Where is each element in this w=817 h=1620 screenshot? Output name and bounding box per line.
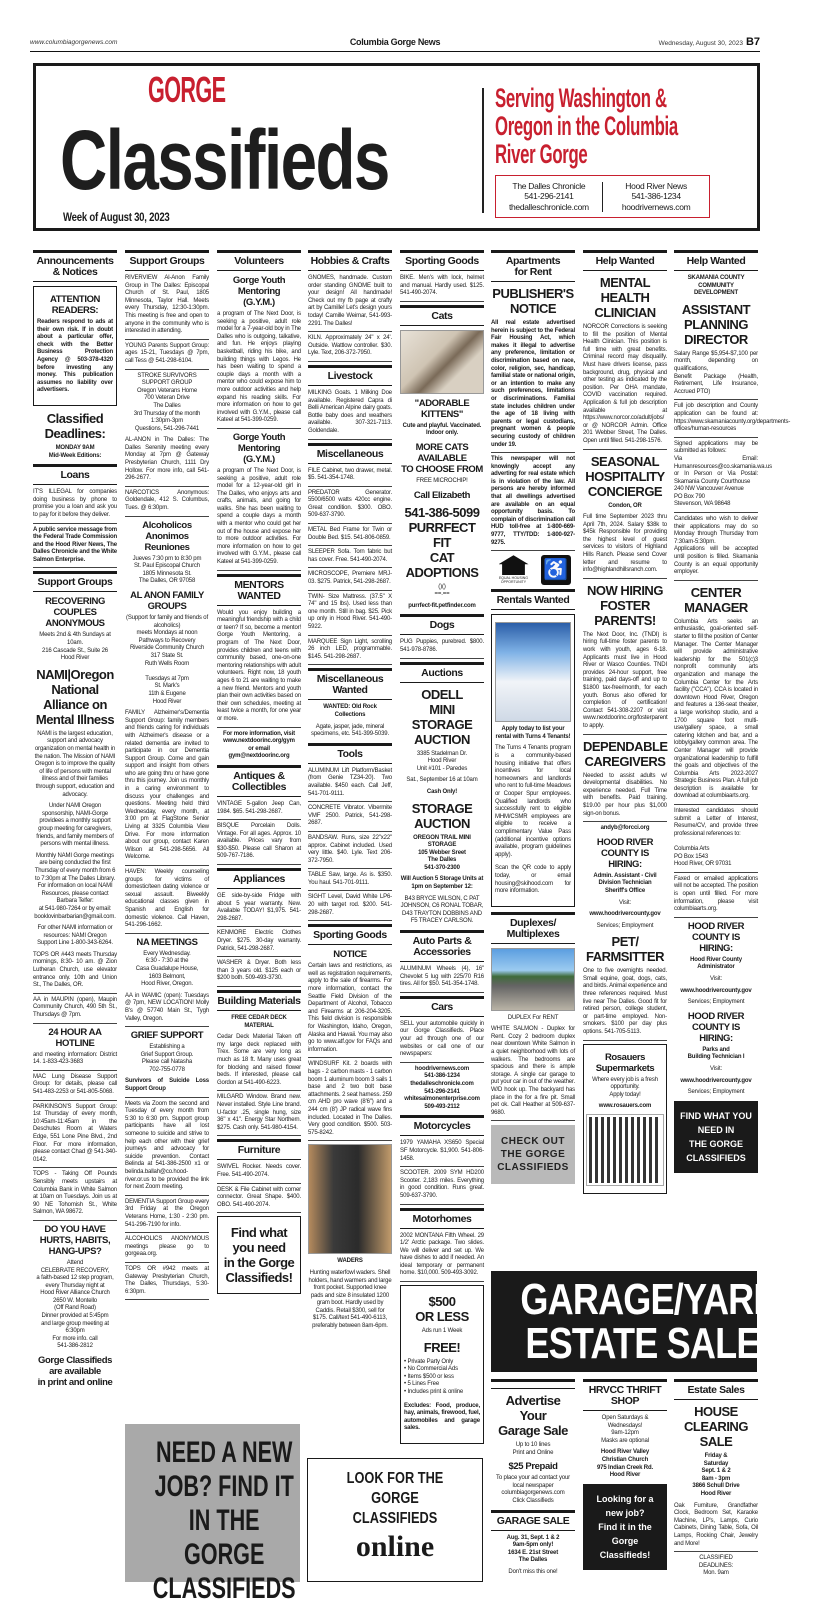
ad-headline: NAMI|Oregon National Alliance on Mental Illness — [35, 666, 115, 727]
ad-headline: $500 OR LESS — [415, 1294, 469, 1325]
ad-text: VINTAGE 5-gallon Jeep Can, 1984. $65. 541-298-2687. — [217, 801, 301, 820]
ad-headline: PUBLISHER'S NOTICE — [492, 286, 574, 316]
ad-text-centered: Agate, jasper, jade, mineral specimens, etc. 541-399-5039. — [310, 723, 390, 738]
ad-title: AL ANON FAMILY GROUPS — [130, 590, 204, 612]
ad-headline: Advertise Your Garage Sale — [498, 1393, 568, 1438]
ad-text-highlight: OREGON TRAIL MINI STORAGE 105 Webber Sreet The Dalles 541-370-2300 — [413, 834, 471, 871]
masthead-gorge: GORGE — [148, 69, 226, 110]
ad-text-centered: Open Saturdays & Wednesdays! 9am-12pm Masks are optional — [601, 1415, 649, 1444]
ad-title: MORE CATS AVAILABLE TO CHOOSE FROM — [401, 441, 483, 475]
ad-text: NORCOR Corrections is seeking to fill the position of Mental Health Clinician. This position is full time with great benefits. Criminal record may disqualify. Must have drivers license, pass background, drug, physical and other testing as indicated by the position. Per OHA mandate, COVID vaccination required. Application & full job description available at https://www.norcor.co/adult/jobs/ or @ NORCOR Admin. Office 201 Webber Street, The Dalles. Open until filled. 541-298-1576. — [583, 324, 667, 450]
equal-housing-icon — [496, 555, 532, 585]
need-a-job-promo — [125, 1424, 300, 1605]
ad-text-bold: Survivors of Suicide Loss Support Group — [125, 1078, 209, 1097]
ad-text: Salary Range $5,954-$7,100 per month, depending on qualifications, Benefit Package (Health, Retirement, Life Insurance, Accrued PTO) — [674, 351, 758, 401]
newspaper-name: Columbia Gorge News — [349, 37, 441, 47]
ad-text: MILGARD Window. Brand new. Never installed. Style Line brand. U-factor .25, single hung, size 36" x 41". Energy Star Northern. $275. Cash only. 541-980-4154. — [217, 1094, 301, 1136]
ad-text-centered: FREE MICROCHIP! — [416, 477, 468, 484]
ad-text-centered: Where every job is a fresh opportunity. Apply today! — [592, 1076, 658, 1098]
column-volunteers — [217, 247, 301, 1419]
section-header: HRVCC THRIFT SHOP — [583, 1379, 667, 1411]
ad-text: Needed to assist adults w/ developmental disabilities. No experience needed. Full Time with benefits. Paid training. $19.00 per hour plus $1,000 sign-on bonus. — [583, 773, 667, 823]
promo-text: LOOK FOR THE GORGE CLASSIFIEDS — [346, 1470, 444, 1527]
ad-text: Interested candidates should submit a Letter of Interest, Resume/CV, and provide three professional references to: Columbia Arts PO Box 1543 Hood River, OR 97031 — [674, 808, 758, 873]
ad-text: HAVEN: Weekly counseling groups for victims of domestic/teen dating violence or sexual assault. Biweekly educational classes given in Spanish and English for domestic violence. Call Haven, 541-296-1662. — [125, 869, 209, 934]
ad-text-centered: For other NAMI information or resources: NAMI Oregon Support Line 1-800-343-6264. — [37, 925, 113, 947]
promo-box: Looking for a new job? Find it in the Gorge Classifieds! — [583, 1484, 667, 1570]
ad-headline: HOUSE CLEARING SALE — [684, 1404, 748, 1449]
ad-text: WHITE SALMON - Duplex for Rent. Cozy 2 bedroom duplex near downtown White Salmon in a quiet neighborhood with lots of walkers. The bedrooms are spacious and there is ample storage. A single car garage to put your car in out of the weather. W/D hook up. The backyard has place in the for a fire pit. Small pet ok. Call Heather at 509-637-9680. — [491, 1026, 575, 1121]
dalles-chronicle-contact: The Dalles Chronicle 541-296-2141 thedalleschronicle.com — [508, 180, 589, 212]
ad-text-highlight: Hood River County Administrator — [690, 956, 742, 971]
ad-headline: CENTER MANAGER — [684, 584, 748, 615]
ad-text-highlight: www.hoodrivercounty.gov — [680, 1077, 752, 1084]
column-support-groups — [125, 247, 209, 1419]
ad-text-highlight: WANTED: Old Rock Collections — [323, 704, 377, 718]
ad-text-highlight: Parks and Building Technician I — [687, 1046, 745, 1061]
section-header: Miscellaneous Wanted — [308, 668, 392, 700]
ad-headline: Find what you need in the Gorge Classifieds! — [223, 1225, 295, 1286]
ad-text-centered: CLASSIFIED DEADLINES: Mon. 9am — [698, 1555, 734, 1577]
qr-photo — [587, 1115, 663, 1185]
ad-text-centered: NAMI is the largest education, support and advocacy organization on mental health in the nation. The Mission of NAMI Oregon is to improve the quality of life of persons with mental illness and of their families through support, education and advocacy. — [34, 730, 116, 798]
ad-text: IT'S ILLEGAL for companies doing business by phone to promise you a loan and ask you to pay for it before they deliver. — [33, 489, 117, 523]
ad-text: 1979 YAMAHA XS650 Special SF Motorcycle. $1,900. 541-806-1458. — [400, 1140, 484, 1167]
ad-text: Certain laws and restrictions, as well as registration requirements, apply to the sale of firearms. For more information, contact the Seattle Field Division of the Department of Alcohol, Tobacco and Firearms at 206-204-3205. This field division is responsible for Washington, Idaho, Oregon, Alaska and Hawaii. You may also go to www.atf.gov for FAQs and information. — [308, 963, 392, 1058]
ad-headline: MENTAL HEALTH CLINICIAN — [594, 275, 656, 320]
section-header: Auctions — [400, 662, 484, 683]
ad-text-centered: Monthly NAMI Gorge meetings are being conducted the first Thursday of every month from 6 to 7:30pm at The Dalles Library. For information on local NAMI Resources, please contact Barbara Telfer: at 541-980-7264 or by email: booklovinbarbarian@gmail.com. — [34, 852, 116, 920]
garage-yard-estate-banner — [491, 1271, 788, 1372]
section-header: Estate Sales — [674, 1379, 758, 1400]
divider — [482, 88, 484, 213]
ad-text: CONCRETE Vibrator. Vibermite VMF 2500. Patrick, 541-298-2687. — [308, 805, 392, 832]
ad-text: NARCOTICS Anonymous: Goldendale, 412 S. Columbus, Tues. @ 6:30pm. — [125, 490, 209, 517]
ad-text-highlight: FREE CEDAR DECK MATERIAL — [231, 1015, 287, 1029]
ad-text: MICROSCOPE, Premiere MRJ-03. $275. Patrick, 541-298-2687. — [308, 571, 392, 590]
ad-text: BANDSAW. Runs, size 22"x22" approx. Cabinet included. Used very little. $40. Lyle. Text 206-372-7950. — [308, 835, 392, 869]
ad-headline: DEPENDABLE CAREGIVERS — [583, 738, 668, 769]
ad-headline: STORAGE AUCTION — [411, 800, 473, 831]
section-header: Hobbies & Crafts — [308, 250, 392, 271]
column-hobbies-misc — [308, 247, 392, 1452]
section-header: Duplexes/ Multiplexes — [491, 912, 575, 944]
ad-text: Meets via Zoom the second and Tuesday of every month from 5:30 to 6:30 pm. Support group participants have all lost someone to suicide and strive to help each other with their grief journeys and advocacy for suicide prevention. Contact Belinda at 541-386-2500 x1 or belinda.ballah@co.hood-river.or.us to be provided the link for next Zoom meeting. — [125, 1101, 209, 1196]
ad-text: FAMILY Alzheimer's/Dementia Support Group: family members and friends caring for individuals with Alzheimer's disease or a related dementia are invited to participate in our Dementia Support Group. Come and gain support and insight from others who are going thru or have gone thru this journey. Join us monthly in a caring environment to discuss your challenges and questions. Meeting held third Wednesday, every month, at 3:00 pm at FlagStone Senior Living at 3325 Columbia View Drive. For more information about our group, contact Karen Wilson at 541-298-5656. All Welcome. — [125, 710, 209, 866]
column-announcements — [33, 247, 117, 1582]
waders-photo — [308, 1144, 392, 1254]
ad-text: and meeting information: District 14. 1-833-423-3683 — [33, 1052, 117, 1071]
ad-text: Faxed or emailed applications will not be accepted. The position is open until filled. For more information, please visit columbiaarts.org. — [674, 876, 758, 918]
promo-box: FIND WHAT YOU NEED IN THE GORGE CLASSIFIEDS — [674, 1101, 758, 1173]
equal-housing-label: EQUAL HOUSING OPPORTUNITY — [498, 576, 529, 585]
ad-text: SWIVEL Rocker. Needs cover. Free. 541-490-2074. — [217, 1164, 301, 1183]
ad-title: Alcoholicos Anonimos Reuniones — [142, 519, 192, 553]
ad-title: NOTICE — [333, 949, 367, 961]
ad-text: Candidates who wish to deliver their applications may do so Monday through Thursday from 7:30am-5:30pm. Applications will be accepted until position is filled. Skamania County is an equal opportunity employer. — [674, 516, 758, 581]
ad-text-centered: Visit: — [710, 1065, 722, 1072]
ad-text-highlight: Aug. 31, Sept. 1 & 2 9am-5pm only! 1634 E. 21st Street The Dalles — [506, 1534, 560, 1564]
ad-text-bold: Excludes: Food, produce, hay, animals, firewood, fuel, automobiles and garage sales. — [404, 1402, 480, 1432]
ad-text-centered: (Support for family and friends of alcoholics) meets Mondays at noon Pathways to Recovery Riverside Community Church 317 State St. Ruth Wells Room Tuesdays at 7pm St. Mark's 11th & Eugene Hood River — [126, 615, 208, 705]
page-number: B7 — [745, 36, 760, 48]
ad-text: TOPS OR #443 meets Thursday mornings, 8:30- 10 am. @ Zion Lutheran Church, use elevator entrance only. 10th and Union St., The Dalles, OR. — [33, 952, 117, 994]
ad-text: WINDSURF Kit. 2 boards with bags - 2 carbon masts - 1 carbon boom 1 aluminum boom 3 sails 1 base and 2 two bolt base attachments. 2 seat harness. 259 cm AHD pro wave (8'6") and a 244 cm (8') JP radical wave fins included. Located in The Dalles. Very good condition. $500. 503-575-8242. — [308, 1061, 392, 1141]
promo-box: CHECK OUT THE GORGE CLASSIFIEDS — [491, 1125, 575, 1184]
site-url: www.columbiagorgenews.com — [30, 39, 118, 46]
ad-text: SLEEPER Sofa. Torn fabric but has cover. Free. 541-490-2074. — [308, 549, 392, 568]
page-header — [30, 36, 760, 52]
ad-title: HOOD RIVER COUNTY IS HIRING: — [687, 920, 745, 954]
section-header: Furniture — [217, 1139, 301, 1160]
ad-text-centered: Sat., September 16 at 10am — [406, 777, 478, 784]
ad-title: 24 HOUR AA HOTLINE — [48, 1026, 102, 1049]
ad-text-centered: To place your ad contact your local newspaper columbiagorgenews.com Click Classifieds — [495, 1475, 571, 1504]
column-help-wanted-2 — [674, 247, 791, 1263]
ad-text: a program of The Next Door, is seeking a positive, adult role model for a 12-year-old girl in The Dalles, who enjoys arts and crafts, animals, and going for walks. She has been waiting to spend a couple days a month with a mentor who could get her out of the house and expose her to more outdoor activities. For more information on how to get involved with G.Y.M., please call Kateel at 541-399-0259. — [217, 468, 301, 571]
section-header: Motorhomes — [400, 1208, 484, 1229]
ad-text-highlight: SKAMANIA COUNTY COMMUNITY DEVELOPMENT — [687, 275, 745, 297]
estate-sales-column — [674, 1376, 758, 1586]
section-header: Dogs — [400, 614, 484, 635]
ad-headline: NOW HIRING FOSTER PARENTS! — [587, 582, 663, 628]
ad-headline: ODELL MINI STORAGE AUCTION — [411, 686, 473, 747]
section-header: Motorcycles — [400, 1115, 484, 1136]
ad-text: MARQUEE Sign Light, scrolling 26 inch LED, programmable. $145. 541-298-2687. — [308, 639, 392, 666]
ad-text: TWIN- Size Mattress. (37.5" X 74" and 15 lbs). Used less than one month. Still in bag. $25. Pick up only in Hood River. 541-490-5922. — [308, 594, 392, 636]
ad-text-highlight: Cash Only! — [426, 788, 458, 795]
ad-text-centered: Jueves 7:30 pm to 8:30 pm St. Paul Episcopal Church 1805 Minnesota St. The Dalles, OR 97058 — [132, 555, 202, 585]
ad-text: Oak Furniture, Grandfather Clock, Bedroom Set, Karaoke Machine, LP's, Lamps, Curio Cabinets, Dining Table, Sofa, Oil Lamps, Rocking Chair, Jewelry and More! — [674, 1503, 758, 1553]
house-icon — [499, 555, 529, 575]
ad-text: AL-ANON in The Dalles: The Dalles Serenity meeting every Monday at 7pm @ Gateway Presbyterian Church, 1111 Dry Hollow. For more info, call 541-296-2677. — [125, 437, 209, 487]
ad-text-highlight: MONDAY 9AM Mid-Week Editions: — [48, 444, 102, 459]
hood-river-news-contact: Hood River News 541-386-1234 hoodrivernews.com — [621, 180, 691, 212]
ad-text: The Turns 4 Tenants program is a community-based housing initiative that offers incentives for local homeowners and landlords who rent to full-time Meadows or Cooper Spur employees. Qualified landlords who successfully rent to eligible MHM/CSMR employees are eligible to receive a complimentary Value Pass (additional incentive options available, program guidelines apply). — [495, 745, 571, 858]
ad-box — [217, 1216, 301, 1294]
section-header: Cars — [400, 996, 484, 1017]
ad-text: MAC Lung Disease Support Group: for details, please call 541-483-2253 or 541-805-5068. — [33, 1074, 117, 1101]
ad-headline: ASSISTANT PLANNING DIRECTOR — [681, 301, 751, 347]
ad-title: HOOD RIVER COUNTY IS HIRING: — [687, 1010, 745, 1044]
ad-text: TOPS OR #942 meets at Gateway Presbyterian Church, The Dalles, Thursdays, 5:30-6:30pm. — [125, 1266, 209, 1300]
ad-headline: SEASONAL HOSPITALITY CONCIERGE — [585, 453, 665, 499]
ad-title: Gorge Youth Mentoring (G.Y.M.) — [232, 275, 286, 308]
wheelchair-icon: ♿ — [541, 555, 571, 585]
ad-text-bold: All real estate advertised herein is subject to the Federal Fair Housing Act, which makes it illegal to advertise any preference, limitation or discrimination based on race, color, religion, sec, handicap, familial state or national origin, or an intention to make any such preferences, limitations or discriminations. Familial state includes children under the age of 18 living with parents or legal custodians, pregnant women & people securing custody of children under 19. — [491, 320, 575, 453]
promo-online: online — [355, 1530, 435, 1563]
ad-text: TOPS - Taking Off Pounds Sensibly meets upstairs at Columbia Bank in White Salmon at 10am on Tuesdays. Join us at 90 NE Tohomish St., White Salmon, WA 98672. — [33, 1171, 117, 1221]
ad-text-centered: Visit: — [710, 975, 722, 982]
ad-title: "ADORABLE KITTENS" — [414, 397, 470, 420]
section-header: Building Materials — [217, 990, 301, 1011]
contact-box — [495, 175, 710, 218]
ad-text-centered: Establishing a Grief Support Group. Please call Natasha 702-755-0778 — [140, 1044, 194, 1073]
ad-text-centered: DUPLEX For RENT — [507, 1014, 559, 1021]
ad-text: METAL Bed Frame for Twin or Double Bed. $15. 541-806-0859. — [308, 527, 392, 546]
ad-text-centered: Meets 2nd & 4th Sundays at 10am. 216 Cascade St., Suite 26 Hood River — [39, 632, 111, 662]
ad-text-highlight: andyb@forcci.org — [600, 825, 650, 832]
ad-box — [33, 286, 117, 406]
ad-text: ALCOHOLICS ANONYMOUS meetings please go to gorgeaa.org. — [125, 1236, 209, 1263]
section-header: Support Groups — [33, 571, 117, 592]
ad-text-centered: Ads run 1 Week — [421, 1328, 463, 1335]
garage-sale-ad-column — [491, 1376, 575, 1586]
ad-text: KILN. Approximately 24" x 24'. Outside. Wattlow controller. $30. Lyle. Text, 206-372-7950. — [308, 335, 392, 362]
ad-text-bold: Readers respond to ads at their own risk. If in doubt about a particular offer, check with the Better Business Protection Agency @ 503-378-4320 before investing any money. This publication assumes no liability over advertisers. — [37, 319, 113, 394]
banner-text: GARAGE/YARD/ ESTATE SALES — [520, 1275, 788, 1368]
ad-text: SCOOTER. 2009 SYM HD200 Scooter. 2,183 miles. Everything in good condition. Runs great. 509-637-3790. — [400, 1170, 484, 1204]
ad-text-highlight: purrfect-fit.petfinder.com — [408, 602, 476, 609]
ad-text: AA in WAMIC (open): Tuesdays @ 7pm, NEW LOCATION! Molly B's @ 57740 Main St., Tygh Valley, Oregon. — [125, 993, 209, 1027]
ad-text-highlight: Condon, OR — [608, 502, 642, 509]
ad-text: KENMORE Electric Clothes Dryer. $275. 30-day warranty. Patrick, 541-298-2687. — [217, 930, 301, 957]
ad-title: NA MEETINGS — [136, 936, 198, 948]
thrift-shop-column — [583, 1376, 667, 1586]
section-header: Announcements & Notices — [33, 250, 117, 282]
date-text: Wednesday, August 30, 2023 — [658, 40, 743, 47]
duplex-photo — [491, 948, 575, 1011]
masthead — [33, 63, 760, 231]
week-of: Week of August 30, 2023 — [63, 210, 170, 224]
ad-text-centered: Under NAMI Oregon sponsorship, NAMI-Gorge providees a monthly support group meeting for caregivers, friends, and family members of persons with mental illness. — [36, 803, 114, 848]
ad-text: BIKE. Men's with lock, helmet and manual. Hardly used. $125. 541-490-2074. — [400, 275, 484, 302]
ad-text: SIGHT Level, David White LP6-20 with target rod. $200. 541-298-2687. — [308, 894, 392, 921]
section-header: Tools — [308, 743, 392, 764]
section-header: Livestock — [308, 365, 392, 386]
ad-text-centered: B43 BRYCE WILSON, C PAT JOHNSON, C6 RONAL TOBAR, D43 TRAYTON DOBBINS AND F5 TRACEY CARLSON. — [400, 895, 484, 925]
section-header: Rentals Wanted — [491, 589, 575, 610]
ad-text: Scan the QR code to apply today, or email housing@skihood.com for more information. — [495, 865, 571, 895]
column-sporting-pets-autos — [400, 247, 484, 1452]
ad-text: ALUMINUM Wheels (4), 16" Chevolet 5 lug with 225/70 R16 tires. All for $50. 541-354-1748. — [400, 966, 484, 993]
ad-text-centered: Services; Employment — [687, 1089, 745, 1096]
cat-photo — [400, 330, 484, 394]
ad-text-highlight: Apply today to list your rental with Turns 4 Tenants! — [495, 726, 571, 740]
ad-text: WASHER & Dryer. Both less than 3 years old. $125 each or $200 both. 509-493-3730. — [217, 960, 301, 987]
ad-text: Columbia Arts seeks an enthusiastic, goal-oriented self-starter to fill the position of Center Manager. The Center Manager will provide administrative leadership for the 501(c)3 nonprofit community arts organization and manage the Columbia Center for the Arts facility ("CCA"). CCA is located in downtown Hood River, Oregon and features a 136-seat theater, a large workshop studio, and a 1700 square foot multi-use/gallery space, a small catering kitchen and bar, and a lobby/gallery common area. The Center Manager will provide organizational leadership to fulfill the goals and objectives of the Columbia Arts 2022-2027 Strategic Business Plan. A full job description is available for download at columbiaarts.org. — [674, 619, 758, 805]
section-header: Volunteers — [217, 250, 301, 271]
section-header: Sporting Goods — [400, 250, 484, 271]
ad-headline: 541-386-5099 PURRFECT FIT CAT ADOPTIONS — [404, 504, 480, 580]
ad-text: Full job description and County application can be found at: https://www.skamaniacounty.org/departments-offices/human-resources — [674, 403, 758, 437]
section-header: Antiques & Collectibles — [217, 765, 301, 797]
ad-text: RIVERVIEW Al-Anon Family Group in The Dalles: Episcopal Church of St. Paul, 1805 Minnesota, Taylor Hall. Meets every Thursday, 12:30-1:30pm. This meeting is free and open to anyone in the community who is interested in attending. — [125, 275, 209, 340]
section-header: Auto Parts & Accessories — [400, 930, 484, 962]
ad-title: HOOD RIVER COUNTY IS HIRING: — [596, 836, 654, 870]
masthead-classifieds: Classifieds — [60, 113, 389, 207]
ad-text-highlight: www.hoodrivercounty.gov — [589, 911, 661, 918]
ad-text: MILKING Goats. 1 Milking Doe available. Registered Capra di Belli American Alpine dairy goats. Bottle baby does and weathers available. 307-321-7113. Goldendale. — [308, 390, 392, 440]
ad-text: YOUNG Parents Support Group: ages 15-21, Tuesdays @ 7pm, call Tess @ 541-298-6104. — [125, 343, 209, 370]
t4t-photo — [495, 622, 571, 722]
ad-text-highlight: Will Auction 5 Storage Units at 1pm on September 12: — [400, 876, 484, 891]
promo-text: NEED A NEW JOB? FIND IT IN THE GORGE CLASSIFIEDS — [152, 1436, 296, 1605]
section-header: Sporting Goods — [308, 924, 392, 945]
ad-text-centered: Services; Employment — [687, 999, 745, 1006]
ad-text-bold: A public service message from the Federal Trade Commission and the Hood River News, The Dalles Chronicle and the White Salmon Enterprise. — [33, 527, 117, 569]
ad-text-centered: ()() ==.== — [434, 583, 450, 598]
ad-text-centered: STROKE SURVIVORS SUPPORT GROUP Oregon Veterans Home 700 Veteran Drive The Dalles 3rd Thursday of the month 1:30pm-3pm Questions, 541-296-7441 — [133, 372, 201, 432]
ad-text-centered: 3385 Stadelman Dr. Hood River Unit #101 - Paredes — [416, 750, 468, 772]
ad-title: RECOVERING COUPLES ANONYMOUS — [45, 596, 105, 630]
ad-text-highlight: Cute and playful. Vaccinated. Indoor only. — [402, 422, 482, 437]
ad-text: • Private Party Only • No Commercial Ads • Items $500 or less • 5 Lines Free • Includes print & online — [404, 1358, 464, 1396]
ad-text-centered: Every Wednesday. 6:30 - 7:30 at the Casa Guadalupe House, 1603 Belmont, Hood River, Oregon. — [135, 950, 199, 988]
ad-text-centered: Up to 10 lines Print and Online — [512, 1442, 554, 1456]
ad-text-centered: Services; Employment — [596, 922, 654, 929]
issue-date — [659, 36, 760, 48]
section-header: Help Wanted — [674, 250, 758, 271]
ad-text: Signed applications may be submitted as follows: Via Email: Humanresources@co.skamania.wa.us or In Person or Via Postal: Skamania County Courthouse 240 NW Vancouver Avenue PO Box 790 Stevenson, WA 98648 — [674, 441, 758, 513]
section-header: Support Groups — [125, 250, 209, 271]
ad-box — [400, 1285, 484, 1444]
ad-box — [583, 1044, 667, 1194]
column-help-wanted-1 — [583, 247, 667, 1263]
ad-title: Gorge Youth Mentoring (G.Y.M.) — [232, 431, 286, 465]
ad-text: a program of The Next Door, is seeking a positive, adult role model for a 7-year-old boy in The Dalles who is outgoing, talkative, and fun. He enjoys playing basketball, riding his bike, and building things with Legos. He has been waiting to spend a couple days a month with a mentor who could expose him to more outdoor activities and help expand his reading skills. For more information on how to get involved with G.Y.M., please call Kateel at 541-399-0259. — [217, 311, 301, 429]
ad-text: One to five overnights needed. Small equine, goat, dogs, cats, and birds. Animal experience and three references required. Must live near The Dalles. Good fit for retired person, college student, or part-time employed. Non-smokers. $100 per day plus options. 541-705-5113. — [583, 968, 667, 1040]
ad-text: FILE Cabinet, two drawer, metal. $5. 541-354-1748. — [308, 468, 392, 487]
ad-text: SELL your automobile quickly in our Gorge Classifieds. Place your ad through one of our websites or call one of our newspapers: — [400, 1021, 484, 1063]
ad-text: DESK & File Cabinet with corner connector. Great Shape. $400. OBO. 541-490-2074. — [217, 1187, 301, 1214]
section-header: Loans — [33, 464, 117, 485]
ad-text-centered: Visit: — [619, 899, 631, 906]
serving-tagline: Serving Washington & Oregon in the Columbia River Gorge — [495, 83, 678, 169]
ad-text: PREDATOR Generator. 5500/6500 watts 420cc engine. Great condition. $300. OBO. 509-637-3790. — [308, 490, 392, 524]
ad-title: DO YOU HAVE HURTS, HABITS, HANG-UPS? — [39, 1223, 111, 1257]
ad-text: BISQUE Porcelain Dolls. Vintage. For all ages. Approx. 10 available. Prices vary from $30-$50. Please call Sharon at 509-767-7186. — [217, 823, 301, 865]
ad-text: PARKINSON'S Support Group: 1st Thursday of every month, 10:45am-11:45am in the Deschutes Room at Waters Edge, 551 Lone Pine Blvd., 2nd Floor. For more information, please contact Chad @ 541-340-0142. — [33, 1104, 117, 1169]
ad-text: ALUMINUM Lift Platform/Basket (from Genie TZ34-20). Two available. $450 each. Call Jeff, 541-701-9111. — [308, 768, 392, 802]
ad-headline: Classified Deadlines: — [44, 410, 106, 441]
ad-text: GNOMES, handmade. Custom order standing GNOME built to your design! All handmade! Check out my fb page at crafty art by Camille! Let's design yours today! Camille Weimar, 541-993-2291. The Dalles! — [308, 275, 392, 332]
section-header: Appliances — [217, 868, 301, 889]
look-online-promo — [307, 1458, 483, 1582]
column-apartments — [491, 247, 575, 1263]
ad-title: Call Elizabeth — [413, 489, 471, 501]
ad-text: Would you enjoy building a meaningful friendship with a child or teen? If so, become a mentor! Gorge Youth Mentoring, a program of The Next Door, provides children and teens with community based, one-on-one mentoring relationships with adult volunteers. Right now, 18 youth ages 6 to 21 are waiting to make a new friend. Mentors and youth plan their own activities based on their own schedules, meeting at least twice a month, for one year or more. — [217, 610, 301, 728]
section-header: GARAGE SALE — [491, 1510, 575, 1531]
ad-text-highlight: hoodrivernews.com 541-386-1234 thedalleschronicle.com 541-296-2141 whitesalmonenterprise.com 509-493-2112 — [404, 1065, 480, 1110]
ad-text: 2002 MONTANA Fifth Wheel. 29 1/2' Arctic package. Two slides. We will deliver and set up. We have dishes to add if needed. An ideal temporary or permanent home. $10,000. 509-493-3092. — [400, 1233, 484, 1283]
ad-text: Cedar Deck Material Taken off my large deck replaced with Trex. Some are very long as much as 18 ft. Many uses great for blocking and raised flower beds. If interested, please call Gordon at 541-490-6223. — [217, 1034, 301, 1091]
ad-box — [491, 614, 575, 906]
ad-text-highlight: Admin. Assistant - Civil Division Technician Sheriff's Office — [593, 872, 657, 894]
ad-text: The Next Door, Inc. (TNDI) is hiring full-time foster parents to work with youth, ages 6-18. Applicants must live in Hood River or Wasco Counties. TNDI provides 24-hour support, free training, paid days-off and up to $1800 tax-free/month, for each youth. Bonus also offered for completion of certification! Contact 541-308-2207 or visit www.nextdoorinc.org/fosterparent to apply. — [583, 632, 667, 735]
ad-text-highlight: Friday & Saturday Sept. 1 & 2 8am - 3pm 3866 Schull Drive Hood River — [692, 1453, 740, 1497]
ad-text-centered: Attend CELEBRATE RECOVERY, a faith-based 12 step program, every Thursday night at Hood River Alliance Church 2650 W. Montello (Off Rand Road) Dinner provided at 5:45pm and large group meeting at 6:30pm For more info. call 541-386-2812 — [36, 1259, 114, 1350]
ad-text: AA in MAUPIN (open), Maupin Community Church, 490 5th St., Thursdays @ 7pm. — [33, 997, 117, 1024]
ad-title: Rosauers Supermarkets — [595, 1051, 655, 1074]
section-header — [491, 1379, 575, 1389]
ad-text: Full time September 2023 thru April 7th, 2024. Salary $38k to $45k Responsible for providing the highest level of guest services to visitors of Highland Hills Ranch. Please send Cover letter and resume to info@highlandhillsranch.com. — [583, 514, 667, 579]
section-header: Help Wanted — [583, 250, 667, 271]
section-header: Apartments for Rent — [491, 250, 575, 282]
ad-headline: FREE! — [423, 1339, 461, 1355]
ad-text: GE side-by-side Fridge with about 5 year warranty. New. Available TODAY! $1,975. 541-298-2687. — [217, 893, 301, 927]
housing-logos — [491, 555, 575, 585]
section-header: MENTORS WANTED — [217, 574, 301, 606]
ad-text: TABLE Saw, large. As is. $350. You haul. 541-701-9111. — [308, 872, 392, 891]
ad-headline: PET/ FARMSITTER — [585, 934, 665, 965]
ad-text-highlight: WADERS — [337, 1258, 363, 1265]
ad-text-highlight: www.rosauers.com — [598, 1103, 652, 1110]
ad-text-centered: Don't miss this one! — [508, 1568, 558, 1575]
ad-title: ATTENTION READERS: — [49, 294, 101, 316]
section-header: Cats — [400, 305, 484, 326]
ad-text-bold: This newspaper will not knowingly accept any adverting for real estate which is in violation of the law. All persons are hereby informed that all dwellings advertised are available on an equal opportunity basis. To complain of discrimination call HUD toll-free at 1-800-669-9777, TTY/TDD: 1-800-927-9275. — [491, 456, 575, 551]
ad-text-highlight: Hood River Valley Christian Church 975 Indian Creek Rd. Hood River — [596, 1449, 654, 1479]
ad-text-highlight: For more information, visit www.nextdoorinc.org/gym or email gym@nextdoorinc.org — [223, 730, 295, 760]
ad-title: $25 Prepaid — [508, 1461, 558, 1473]
ad-title: GRIEF SUPPORT — [130, 1030, 204, 1042]
ad-title: Gorge Classifieds are available in print and online — [37, 1355, 113, 1389]
ad-text: DEMENTIA Support Group every 3rd Friday at the Oregon Veterans Home, 1:30 - 2:30 pm. 541-296-7190 for info. — [125, 1199, 209, 1233]
ad-text-highlight: www.hoodrivercounty.gov — [680, 987, 752, 994]
section-header: Miscellaneous — [308, 443, 392, 464]
ad-text: PUG Puppies, purebred. $800. 541-978-8786. — [400, 639, 484, 658]
ad-text-centered: Hunting waterfowl waders. Shell holders, hand warmers and large front pocket. Supported knee pads and size 8 insulated 1200 gram boot. Hardly used by Caddis. Retail $300, sell for $175. Call/text 541-490-6113, preferably between 8am-6pm. — [308, 1269, 392, 1330]
